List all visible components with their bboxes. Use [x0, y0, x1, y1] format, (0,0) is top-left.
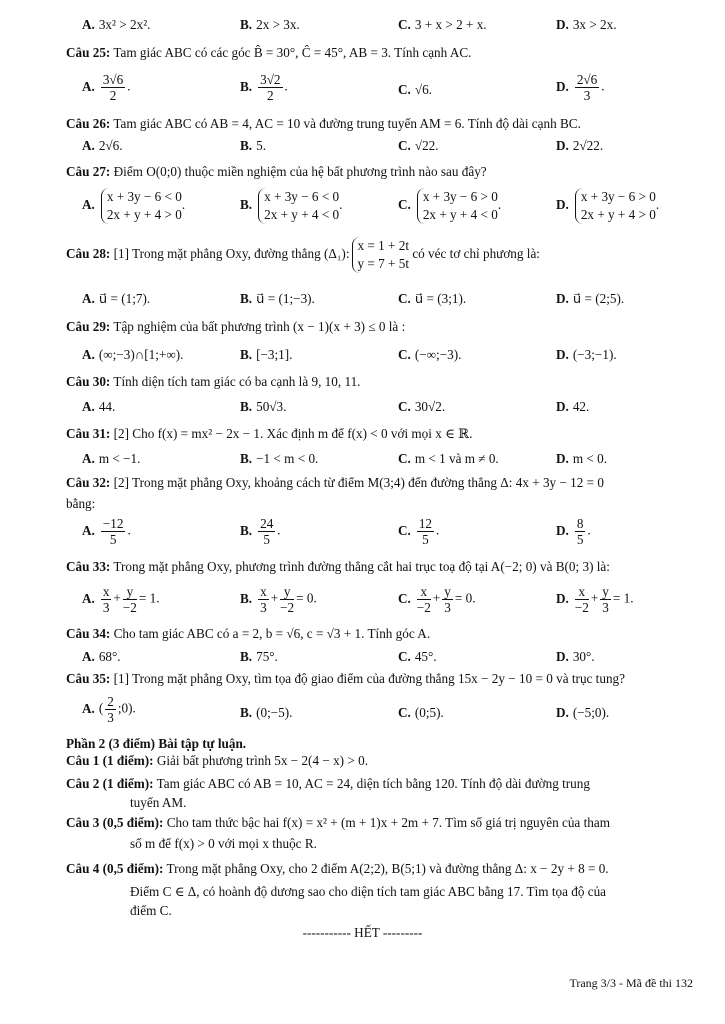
q25-option-d[interactable]: D. $\frac{2√6}{3}$ .	[556, 72, 605, 103]
q25-option-b[interactable]: B. $\frac{3√2}{2}$ .	[240, 72, 288, 103]
q28-option-d[interactable]: D. u⃗ = (2;5).	[556, 291, 625, 306]
q24-option-d[interactable]: D. 3x > 2x.	[556, 17, 617, 32]
part2-title: Phần 2 (3 điểm) Bài tập tự luận.	[66, 736, 247, 751]
q27-stem: Câu 27: Điểm O(0;0) thuộc miền nghiệm của hệ bất phương trình nào sau đây?	[66, 164, 487, 179]
q32-option-c[interactable]: C. $\frac{12}{5}$ .	[398, 516, 440, 547]
q33-option-b[interactable]: B. $\frac{x}{3}$ + $\frac{y}{-2}$ = 0.	[240, 584, 317, 615]
q30-option-c[interactable]: C. 30√2.	[398, 399, 446, 414]
q34-option-b[interactable]: B. 75°.	[240, 649, 278, 664]
part2-q1: Câu 1 (1 điểm): Giải bất phương trình 5x − 2(4 − x) > 0.	[66, 753, 368, 768]
q29-option-a[interactable]: A. (∞;−3)∩[1;+∞).	[82, 347, 184, 362]
q35-option-b[interactable]: B. (0;−5).	[240, 705, 293, 720]
part2-q3: Câu 3 (0,5 điểm): Cho tam thức bậc hai f(x) = x² + (m + 1)x + 2m + 7. Tìm số giá trị nguyên của tham	[66, 815, 610, 830]
q27-option-b[interactable]: B. x + 3y − 6 < 0 2x + y + 4 < 0 .	[240, 189, 343, 222]
part2-q4-cont2: điểm C.	[130, 903, 172, 918]
q25-stem: Câu 25: Tam giác ABC có các góc B̂ = 30°, Ĉ = 45°, AB = 3. Tính cạnh AC.	[66, 45, 472, 60]
q34-option-c[interactable]: C. 45°.	[398, 649, 437, 664]
q34-stem: Câu 34: Cho tam giác ABC có a = 2, b = √6, c = √3 + 1. Tính góc A.	[66, 626, 431, 641]
part2-q3-cont: số m để f(x) > 0 với mọi x thuộc R.	[130, 836, 317, 851]
q30-option-a[interactable]: A. 44.	[82, 399, 116, 414]
q24-option-c[interactable]: C. 3 + x > 2 + x.	[398, 17, 487, 32]
q33-option-c[interactable]: C. $\frac{x}{-2}$ + $\frac{y}{3}$ = 0.	[398, 584, 476, 615]
q28-stem: Câu 28: [1] Trong mặt phẳng Oxy, đường thẳng (Δ₁): x = 1 + 2t y = 7 + 5t có véc tơ chỉ phương là:	[66, 238, 540, 271]
q26-option-c[interactable]: C. √22.	[398, 138, 439, 153]
q32-stem-cont: bằng:	[66, 496, 96, 511]
q31-option-a[interactable]: A. m < −1.	[82, 451, 141, 466]
q26-stem: Câu 26: Tam giác ABC có AB = 4, AC = 10 và đường trung tuyến AM = 6. Tính độ dài cạnh BC.	[66, 116, 581, 131]
q26-option-d[interactable]: D. 2√22.	[556, 138, 604, 153]
q27-option-c[interactable]: C. x + 3y − 6 > 0 2x + y + 4 < 0 .	[398, 189, 502, 222]
q34-option-d[interactable]: D. 30°.	[556, 649, 595, 664]
page-footer: Trang 3/3 - Mã đề thi 132	[569, 976, 693, 990]
part2-q2-cont: tuyến AM.	[130, 795, 187, 810]
q32-option-b[interactable]: B. $\frac{24}{5}$ .	[240, 516, 281, 547]
q33-option-d[interactable]: D. $\frac{x}{-2}$ + $\frac{y}{3}$ = 1.	[556, 584, 634, 615]
q26-option-b[interactable]: B. 5.	[240, 138, 266, 153]
q27-option-d[interactable]: D. x + 3y − 6 > 0 2x + y + 4 > 0 .	[556, 189, 660, 222]
q30-option-b[interactable]: B. 50√3.	[240, 399, 287, 414]
q28-option-b[interactable]: B. u⃗ = (1;−3).	[240, 291, 315, 306]
part2-q4-cont: Điểm C ∈ Δ, có hoành độ dương sao cho diện tích tam giác ABC bằng 17. Tìm tọa độ của	[130, 884, 607, 899]
q32-option-d[interactable]: D. $\frac{8}{5}$ .	[556, 516, 591, 547]
part2-q4: Câu 4 (0,5 điểm): Trong mặt phẳng Oxy, cho 2 điểm A(2;2), B(5;1) và đường thẳng Δ: x − 2y + 8 = 0.	[66, 861, 609, 876]
q35-stem: Câu 35: [1] Trong mặt phẳng Oxy, tìm tọa độ giao điểm của đường thẳng 15x − 2y − 10 = 0 và trục tung?	[66, 671, 625, 686]
q35-option-a[interactable]: A. ( $\frac{2}{3}$ ;0).	[82, 694, 136, 725]
q31-option-b[interactable]: B. −1 < m < 0.	[240, 451, 319, 466]
q24-option-b[interactable]: B. 2x > 3x.	[240, 17, 300, 32]
q32-stem: Câu 32: [2] Trong mặt phẳng Oxy, khoảng cách từ điểm M(3;4) đến đường thẳng Δ: 4x + 3y − 12 = 0	[66, 475, 604, 490]
q27-option-a[interactable]: A. x + 3y − 6 < 0 2x + y + 4 > 0 .	[82, 189, 186, 222]
q31-option-c[interactable]: C. m < 1 và m ≠ 0.	[398, 451, 499, 466]
q31-option-d[interactable]: D. m < 0.	[556, 451, 608, 466]
q29-option-b[interactable]: B. [−3;1].	[240, 347, 293, 362]
q35-option-d[interactable]: D. (−5;0).	[556, 705, 610, 720]
q35-option-c[interactable]: C. (0;5).	[398, 705, 444, 720]
q28-option-c[interactable]: C. u⃗ = (3;1).	[398, 291, 467, 306]
q33-option-a[interactable]: A. $\frac{x}{3}$ + $\frac{y}{-2}$ = 1.	[82, 584, 160, 615]
q34-option-a[interactable]: A. 68°.	[82, 649, 121, 664]
end-marker: ----------- HẾT ---------	[302, 925, 423, 940]
q30-option-d[interactable]: D. 42.	[556, 399, 590, 414]
q33-stem: Câu 33: Trong mặt phẳng Oxy, phương trình đường thẳng cắt hai trục toạ độ tại A(−2; 0) và B(0; 3) là:	[66, 559, 610, 574]
q29-option-c[interactable]: C. (−∞;−3).	[398, 347, 462, 362]
q28-option-a[interactable]: A. u⃗ = (1;7).	[82, 291, 151, 306]
q25-option-c[interactable]: C. √6.	[398, 82, 432, 97]
q29-stem: Câu 29: Tập nghiệm của bất phương trình (x − 1)(x + 3) ≤ 0 là :	[66, 319, 406, 334]
q25-option-a[interactable]: A. $\frac{3√6}{2}$ .	[82, 72, 131, 103]
part2-q2: Câu 2 (1 điểm): Tam giác ABC có AB = 10, AC = 24, diện tích bằng 120. Tính độ dài đường trung	[66, 776, 590, 791]
q29-option-d[interactable]: D. (−3;−1).	[556, 347, 617, 362]
q30-stem: Câu 30: Tính diện tích tam giác có ba cạnh là 9, 10, 11.	[66, 374, 361, 389]
q24-option-a[interactable]: A. 3x² > 2x².	[82, 17, 151, 32]
q26-option-a[interactable]: A. 2√6.	[82, 138, 123, 153]
q31-stem: Câu 31: [2] Cho f(x) = mx² − 2x − 1. Xác định m để f(x) < 0 với mọi x ∈ ℝ.	[66, 426, 473, 441]
q32-option-a[interactable]: A. $\frac{-12}{5}$ .	[82, 516, 131, 547]
